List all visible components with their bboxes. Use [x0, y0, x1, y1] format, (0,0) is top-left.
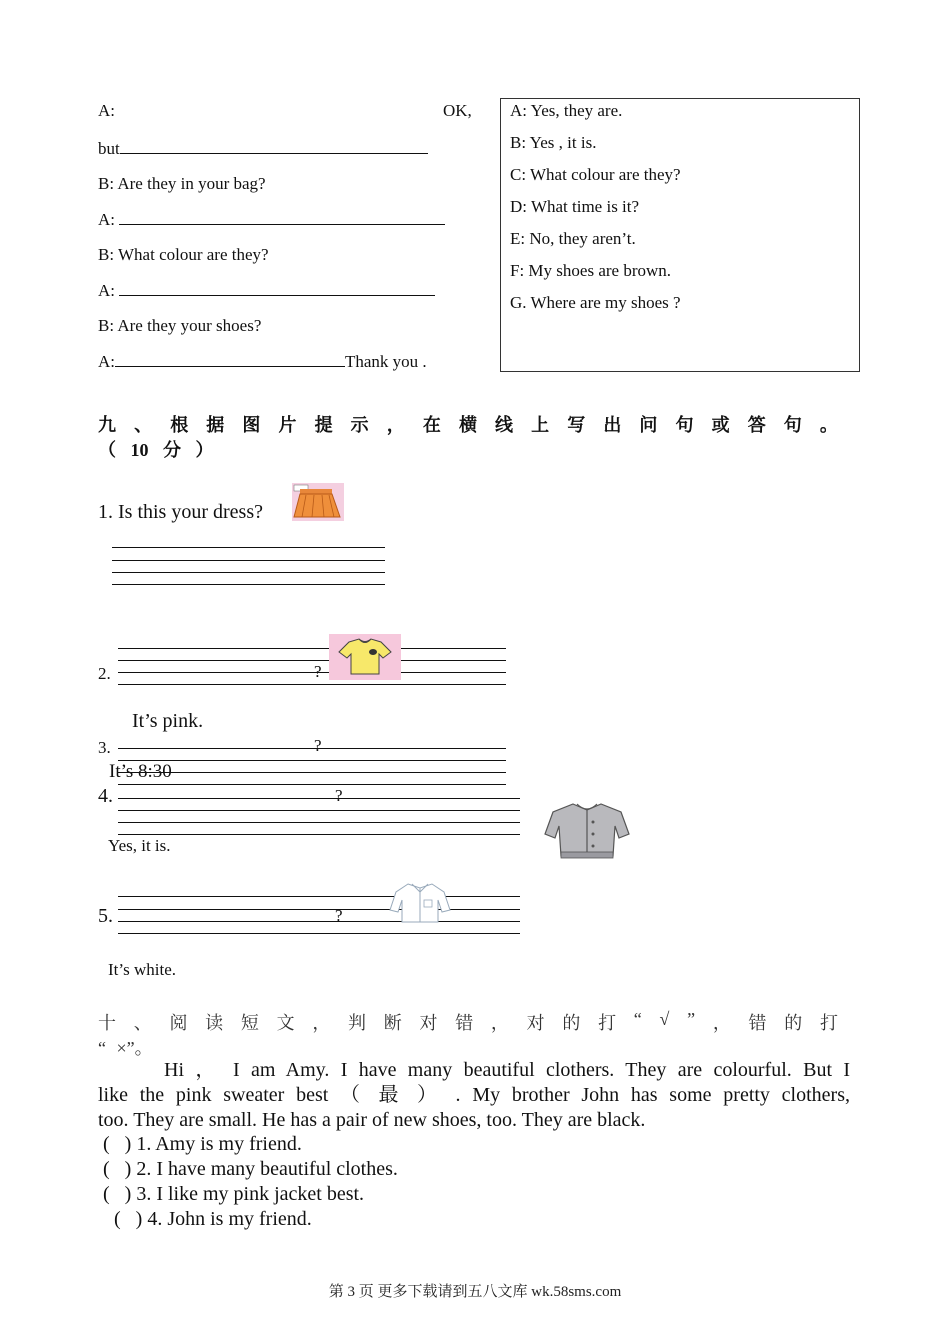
- section10-char: 短: [240, 1013, 259, 1033]
- section9-char: 出: [603, 415, 622, 435]
- dialogue-line-2-text: but: [98, 139, 120, 158]
- section9-char: 在: [422, 415, 441, 435]
- question-4-mark: ?: [335, 786, 343, 805]
- question-5-number: 5.: [98, 905, 113, 927]
- section10-char: 阅: [169, 1013, 188, 1033]
- section10-char: √: [659, 1009, 670, 1029]
- answer-4: Yes, it is.: [108, 836, 171, 855]
- question-1: 1. Is this your dress?: [98, 501, 263, 523]
- question-2-mark: ?: [314, 662, 322, 681]
- dialogue-line-6-label: A:: [98, 281, 115, 300]
- section9-char: 提: [314, 415, 333, 435]
- answer-line[interactable]: [112, 572, 385, 573]
- section9-char: 、: [134, 415, 153, 435]
- option-b: B: Yes , it is.: [510, 133, 597, 152]
- section-9-points: （ 10 分 ）: [98, 440, 214, 460]
- options-box: [500, 98, 860, 372]
- answer-line[interactable]: [112, 560, 385, 561]
- dialogue-line-5: B: What colour are they?: [98, 245, 269, 264]
- section10-char: 错: [748, 1013, 767, 1033]
- section10-char: ”: [687, 1009, 696, 1029]
- answer-blank[interactable]: [119, 281, 435, 296]
- section10-char: ，: [712, 1013, 731, 1033]
- dialogue-line-7: B: Are they your shoes?: [98, 316, 262, 335]
- section9-char: 上: [531, 415, 550, 435]
- section10-char: “: [633, 1009, 642, 1029]
- answer-3: It’s 8:30: [109, 761, 172, 782]
- dialogue-line-8-label: A:: [98, 352, 115, 371]
- section10-char: 对: [526, 1013, 545, 1033]
- section10-char: 的: [562, 1013, 581, 1033]
- answer-line[interactable]: [112, 547, 385, 548]
- answer-line[interactable]: [118, 672, 506, 673]
- section9-char: 写: [567, 415, 586, 435]
- answer-2: It’s pink.: [132, 710, 204, 732]
- section9-char: 九: [98, 415, 116, 435]
- answer-line[interactable]: [118, 909, 520, 910]
- section9-char: 问: [639, 415, 658, 435]
- answer-line[interactable]: [118, 933, 520, 934]
- section10-char: 对: [419, 1013, 438, 1033]
- skirt-icon: [292, 483, 344, 521]
- tshirt-icon: [329, 634, 401, 680]
- section9-char: ，: [386, 415, 405, 435]
- section9-char: 。: [819, 415, 838, 435]
- question-2-number: 2.: [98, 664, 111, 683]
- section9-char: 示: [350, 415, 369, 435]
- answer-blank[interactable]: [115, 352, 345, 367]
- answer-line[interactable]: [118, 810, 520, 811]
- passage-line-1: Hi ， I am Amy. I have many beautiful clothers. They are colourful. But I: [164, 1059, 850, 1081]
- passage-line-2: like the pink sweater best （ 最 ） . My brother John has some pretty clothers,: [98, 1084, 850, 1106]
- section-10-heading-line-2: “ ×”。: [98, 1038, 153, 1058]
- judge-item-4[interactable]: ( ) 4. John is my friend.: [114, 1208, 312, 1230]
- answer-line[interactable]: [118, 748, 506, 749]
- question-4-number: 4.: [98, 785, 113, 807]
- option-e: E: No, they aren’t.: [510, 229, 636, 248]
- answer-line[interactable]: [118, 660, 506, 661]
- answer-line[interactable]: [118, 798, 520, 799]
- judge-item-2[interactable]: ( ) 2. I have many beautiful clothes.: [103, 1158, 398, 1180]
- question-3-number: 3.: [98, 738, 111, 757]
- section9-char: 句: [783, 415, 802, 435]
- dialogue-line-1-ok: OK,: [443, 101, 472, 120]
- section9-char: 图: [242, 415, 261, 435]
- dialogue-line-4-label: A:: [98, 210, 115, 229]
- answer-line[interactable]: [118, 648, 506, 649]
- section-10-heading: [98, 1009, 838, 1035]
- dialogue-line-6: [98, 281, 435, 301]
- section9-char: 片: [278, 415, 297, 435]
- judge-item-1[interactable]: ( ) 1. Amy is my friend.: [103, 1133, 302, 1155]
- section9-char: 或: [711, 415, 730, 435]
- section9-char: 据: [206, 415, 225, 435]
- page-footer: 第 3 页 更多下载请到五八文库 wk.58sms.com: [328, 1284, 622, 1300]
- section-9-heading: [98, 411, 838, 437]
- section10-char: ，: [312, 1013, 331, 1033]
- section9-char: 答: [747, 415, 766, 435]
- section10-char: 、: [133, 1013, 152, 1033]
- answer-line[interactable]: [118, 896, 520, 897]
- section9-char: 线: [495, 415, 514, 435]
- section10-char: 错: [455, 1013, 474, 1033]
- section10-char: 打: [598, 1013, 617, 1033]
- dialogue-line-2: [98, 139, 428, 159]
- answer-blank[interactable]: [120, 139, 428, 154]
- shirt-icon: [384, 880, 456, 926]
- passage-line-3: too. They are small. He has a pair of new shoes, too. They are black.: [98, 1109, 646, 1131]
- section10-char: 十: [98, 1013, 116, 1033]
- option-f: F: My shoes are brown.: [510, 261, 672, 280]
- option-g: G. Where are my shoes ?: [510, 293, 681, 312]
- option-a: A: Yes, they are.: [510, 101, 623, 120]
- answer-line[interactable]: [118, 684, 506, 685]
- section10-char: 读: [205, 1013, 224, 1033]
- answer-line[interactable]: [118, 834, 520, 835]
- answer-line[interactable]: [112, 584, 385, 585]
- judge-item-3[interactable]: ( ) 3. I like my pink jacket best.: [103, 1183, 365, 1205]
- section10-char: 的: [784, 1013, 803, 1033]
- answer-line[interactable]: [118, 760, 506, 761]
- answer-5: It’s white.: [108, 960, 176, 979]
- dialogue-line-3: B: Are they in your bag?: [98, 174, 266, 193]
- dialogue-line-4: [98, 210, 445, 230]
- option-c: C: What colour are they?: [510, 165, 681, 184]
- answer-line[interactable]: [118, 822, 520, 823]
- section9-char: 横: [458, 415, 477, 435]
- answer-line[interactable]: [118, 784, 506, 785]
- option-d: D: What time is it?: [510, 197, 640, 216]
- section10-char: 断: [383, 1013, 402, 1033]
- section10-char: 文: [276, 1013, 295, 1033]
- sweater-icon: [543, 800, 631, 866]
- section9-char: 根: [170, 415, 189, 435]
- section9-char: 句: [675, 415, 694, 435]
- dialogue-line-8: [98, 352, 427, 372]
- dialogue-line-8-thanks: Thank you .: [345, 352, 427, 371]
- answer-line[interactable]: [118, 921, 520, 922]
- question-3-mark: ?: [314, 736, 322, 755]
- answer-blank[interactable]: [119, 210, 445, 225]
- answer-line[interactable]: [118, 772, 506, 773]
- section10-char: ，: [490, 1013, 509, 1033]
- section10-char: 判: [348, 1013, 367, 1033]
- section10-char: 打: [819, 1013, 838, 1033]
- dialogue-line-1-label: A:: [98, 101, 115, 120]
- question-5-mark: ?: [335, 906, 343, 925]
